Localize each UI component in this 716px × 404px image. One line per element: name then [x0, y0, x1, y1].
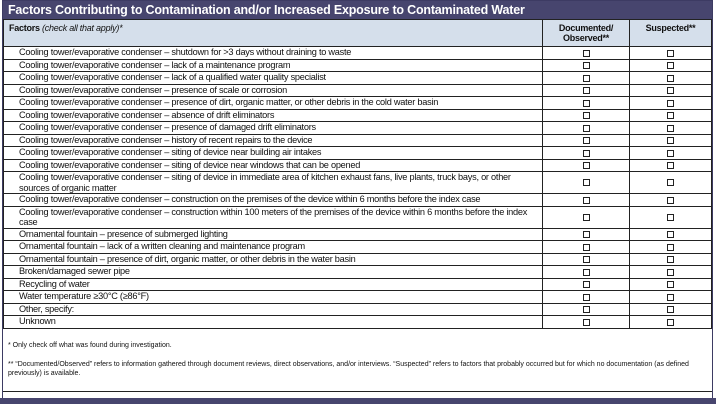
documented-checkbox[interactable]: [583, 319, 590, 326]
table-row: [4, 84, 712, 97]
documented-checkbox[interactable]: [583, 294, 590, 301]
factor-label: Unknown: [4, 316, 543, 329]
suspected-checkbox[interactable]: [667, 214, 674, 221]
documented-header: Documented/ Observed**: [543, 20, 630, 47]
table-row: [4, 122, 712, 135]
factor-label: Cooling tower/evaporative condenser – siting of device near windows that can be opened: [4, 159, 543, 172]
factor-label: Cooling tower/evaporative condenser – lack of a qualified water quality specialist: [4, 72, 543, 85]
suspected-checkbox[interactable]: [667, 197, 674, 204]
suspected-cell: [630, 109, 712, 122]
table-row: [4, 72, 712, 85]
suspected-checkbox[interactable]: [667, 179, 674, 186]
suspected-checkbox[interactable]: [667, 281, 674, 288]
suspected-checkbox[interactable]: [667, 244, 674, 251]
table-row: [4, 278, 712, 291]
table-row: [4, 241, 712, 254]
factor-label: Ornamental fountain – lack of a written cleaning and maintenance program: [4, 241, 543, 254]
documented-cell: [543, 194, 630, 207]
documented-cell: [543, 253, 630, 266]
suspected-checkbox[interactable]: [667, 256, 674, 263]
table-row: [4, 194, 712, 207]
table-row: [4, 147, 712, 160]
factor-label: Ornamental fountain – presence of submerged lighting: [4, 228, 543, 241]
suspected-cell: [630, 194, 712, 207]
documented-cell: [543, 241, 630, 254]
suspected-checkbox[interactable]: [667, 319, 674, 326]
suspected-checkbox[interactable]: [667, 294, 674, 301]
documented-checkbox[interactable]: [583, 112, 590, 119]
suspected-checkbox[interactable]: [667, 50, 674, 57]
documented-checkbox[interactable]: [583, 256, 590, 263]
factor-label: Broken/damaged sewer pipe: [4, 266, 543, 279]
factors-table: [3, 19, 712, 329]
suspected-cell: [630, 122, 712, 135]
suspected-cell: [630, 97, 712, 110]
factor-label: Cooling tower/evaporative condenser – presence of scale or corrosion: [4, 84, 543, 97]
suspected-cell: [630, 84, 712, 97]
factor-label: Cooling tower/evaporative condenser – siting of device in immediate area of kitchen exhaust fans, live plants, truck bays, or other sources of organic matter: [4, 172, 543, 194]
factor-label: Cooling tower/evaporative condenser – lack of a maintenance program: [4, 59, 543, 72]
documented-cell: [543, 134, 630, 147]
factor-label: Cooling tower/evaporative condenser – siting of device near building air intakes: [4, 147, 543, 160]
factor-label: Cooling tower/evaporative condenser – construction on the premises of the device within 6 months before the index case: [4, 194, 543, 207]
documented-cell: [543, 59, 630, 72]
factor-label: Other, specify:: [4, 303, 543, 316]
factor-label: Water temperature ≥30°C (≥86°F): [4, 291, 543, 304]
factors-header: [4, 20, 543, 47]
suspected-cell: [630, 278, 712, 291]
suspected-cell: [630, 172, 712, 194]
documented-checkbox[interactable]: [583, 75, 590, 82]
factor-label: Cooling tower/evaporative condenser – history of recent repairs to the device: [4, 134, 543, 147]
suspected-cell: [630, 291, 712, 304]
suspected-checkbox[interactable]: [667, 306, 674, 313]
factor-label: Cooling tower/evaporative condenser – shutdown for >3 days without draining to waste: [4, 47, 543, 60]
suspected-checkbox[interactable]: [667, 87, 674, 94]
suspected-cell: [630, 72, 712, 85]
table-row: [4, 291, 712, 304]
footnotes: [3, 329, 712, 392]
suspected-cell: [630, 228, 712, 241]
documented-checkbox[interactable]: [583, 137, 590, 144]
documented-cell: [543, 97, 630, 110]
table-row: [4, 47, 712, 60]
table-row: [4, 206, 712, 228]
factor-label: Cooling tower/evaporative condenser – construction within 100 meters of the premises of the device within 6 months before the index case: [4, 206, 543, 228]
documented-checkbox[interactable]: [583, 197, 590, 204]
table-row: [4, 109, 712, 122]
documented-cell: [543, 266, 630, 279]
documented-checkbox[interactable]: [583, 162, 590, 169]
table-row: [4, 228, 712, 241]
documented-checkbox[interactable]: [583, 100, 590, 107]
suspected-cell: [630, 303, 712, 316]
suspected-checkbox[interactable]: [667, 137, 674, 144]
suspected-checkbox[interactable]: [667, 75, 674, 82]
documented-checkbox[interactable]: [583, 231, 590, 238]
documented-cell: [543, 316, 630, 329]
documented-cell: [543, 291, 630, 304]
contamination-factors-form: [2, 0, 713, 404]
documented-checkbox[interactable]: [583, 306, 590, 313]
documented-cell: [543, 303, 630, 316]
suspected-cell: [630, 159, 712, 172]
suspected-cell: [630, 59, 712, 72]
suspected-header: Suspected**: [630, 20, 712, 47]
suspected-cell: [630, 47, 712, 60]
documented-checkbox[interactable]: [583, 244, 590, 251]
table-row: [4, 134, 712, 147]
table-row: [4, 303, 712, 316]
documented-checkbox[interactable]: [583, 269, 590, 276]
documented-checkbox[interactable]: [583, 50, 590, 57]
table-row: [4, 316, 712, 329]
documented-cell: [543, 147, 630, 160]
footnote-2: ** “Documented/Observed” refers to information gathered through document reviews, direct observations, and/or interviews. “Suspected” refers to factors that probably occurred but for which no documentation (as defined previously) is available.: [8, 360, 689, 377]
factors-note: (check all that apply)*: [42, 23, 123, 33]
table-row: [4, 97, 712, 110]
documented-cell: [543, 47, 630, 60]
suspected-checkbox[interactable]: [667, 100, 674, 107]
table-row: [4, 253, 712, 266]
table-row: [4, 159, 712, 172]
suspected-cell: [630, 253, 712, 266]
table-row: [4, 266, 712, 279]
documented-cell: [543, 228, 630, 241]
suspected-checkbox[interactable]: [667, 231, 674, 238]
bottom-bar: [0, 398, 716, 404]
documented-cell: [543, 72, 630, 85]
documented-checkbox[interactable]: [583, 87, 590, 94]
factor-label: Cooling tower/evaporative condenser – presence of damaged drift eliminators: [4, 122, 543, 135]
factor-label: Cooling tower/evaporative condenser – absence of drift eliminators: [4, 109, 543, 122]
documented-cell: [543, 278, 630, 291]
section-title: Factors Contributing to Contamination and/or Increased Exposure to Contaminated Water: [3, 1, 712, 19]
documented-checkbox[interactable]: [583, 214, 590, 221]
suspected-checkbox[interactable]: [667, 125, 674, 132]
documented-checkbox[interactable]: [583, 281, 590, 288]
suspected-cell: [630, 134, 712, 147]
factor-label: Cooling tower/evaporative condenser – presence of dirt, organic matter, or other debris in the cold water basin: [4, 97, 543, 110]
suspected-checkbox[interactable]: [667, 150, 674, 157]
factor-label: Recycling of water: [4, 278, 543, 291]
suspected-cell: [630, 206, 712, 228]
footnote-1: * Only check off what was found during investigation.: [8, 341, 172, 349]
suspected-cell: [630, 147, 712, 160]
documented-cell: [543, 172, 630, 194]
suspected-checkbox[interactable]: [667, 112, 674, 119]
suspected-checkbox[interactable]: [667, 269, 674, 276]
factors-label: Factors: [9, 23, 40, 33]
documented-cell: [543, 206, 630, 228]
suspected-checkbox[interactable]: [667, 62, 674, 69]
suspected-checkbox[interactable]: [667, 162, 674, 169]
suspected-cell: [630, 316, 712, 329]
documented-cell: [543, 109, 630, 122]
table-row: [4, 59, 712, 72]
suspected-cell: [630, 266, 712, 279]
documented-checkbox[interactable]: [583, 150, 590, 157]
documented-checkbox[interactable]: [583, 62, 590, 69]
documented-checkbox[interactable]: [583, 179, 590, 186]
documented-cell: [543, 122, 630, 135]
documented-cell: [543, 84, 630, 97]
documented-checkbox[interactable]: [583, 125, 590, 132]
documented-cell: [543, 159, 630, 172]
factor-label: Ornamental fountain – presence of dirt, organic matter, or other debris in the water basin: [4, 253, 543, 266]
suspected-cell: [630, 241, 712, 254]
table-row: [4, 172, 712, 194]
